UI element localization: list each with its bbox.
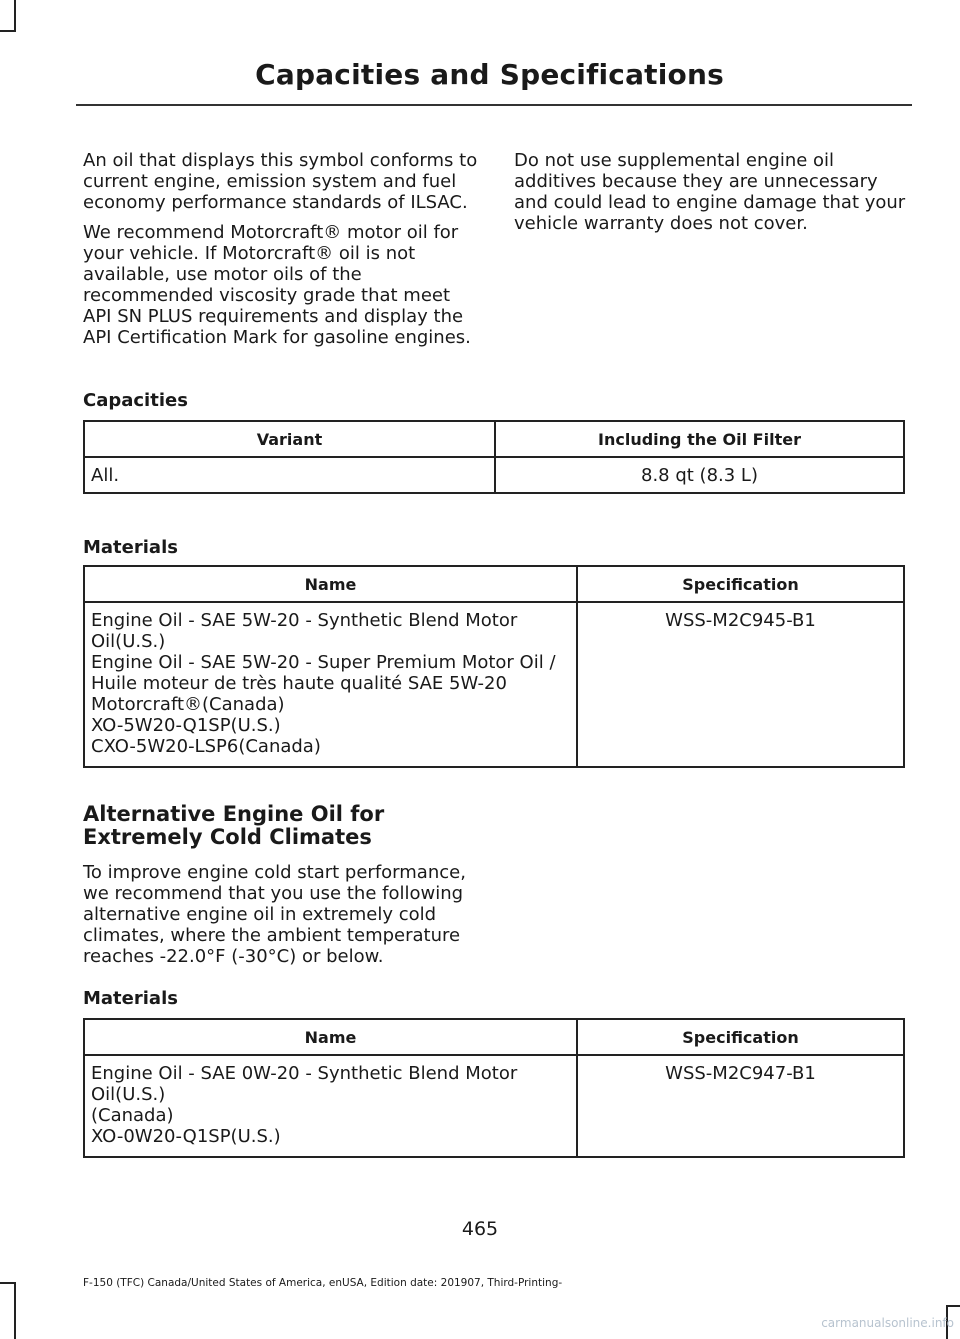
material-name-line: Engine Oil - SAE 5W-20 - Synthetic Blend Motor Oil(U.S.) <box>91 610 518 652</box>
crop-mark-top-left <box>0 0 16 32</box>
column-header-name: Name <box>84 566 577 602</box>
intro-paragraph: An oil that displays this symbol conforms to current engine, emission system and fuel economy performance standards of ILSAC. <box>83 150 478 213</box>
material-spec-cell: WSS-M2C945-B1 <box>577 602 904 767</box>
material-name-line: CXO-5W20-LSP6(Canada) <box>91 736 321 757</box>
material-name-line: Engine Oil - SAE 0W-20 - Synthetic Blend Motor Oil(U.S.) <box>91 1063 518 1105</box>
page-number: 465 <box>461 1218 499 1240</box>
column-header-specification: Specification <box>577 566 904 602</box>
table-header-row <box>84 566 904 602</box>
column-header-oil-filter: Including the Oil Filter <box>495 421 904 457</box>
capacities-table <box>83 420 905 494</box>
cold-materials-table <box>83 1018 905 1158</box>
table-row <box>84 602 904 767</box>
intro-left-column <box>83 150 478 357</box>
material-name-cell <box>84 1055 577 1157</box>
table-row <box>84 457 904 493</box>
materials-table <box>83 565 905 768</box>
crop-mark-bottom-left <box>0 1282 16 1339</box>
materials-heading: Materials <box>83 537 178 558</box>
table-row <box>84 1055 904 1157</box>
material-spec-cell: WSS-M2C947-B1 <box>577 1055 904 1157</box>
cold-materials-heading: Materials <box>83 988 178 1009</box>
material-name-line: XO-5W20-Q1SP(U.S.) <box>91 715 281 736</box>
edition-footer: F-150 (TFC) Canada/United States of America, enUSA, Edition date: 201907, Third-Printing- <box>83 1277 563 1289</box>
column-header-specification: Specification <box>577 1019 904 1055</box>
column-header-name: Name <box>84 1019 577 1055</box>
material-name-line: (Canada) <box>91 1105 174 1126</box>
title-divider <box>76 104 912 106</box>
column-header-variant: Variant <box>84 421 495 457</box>
intro-paragraph: Do not use supplemental engine oil additives because they are unnecessary and could lead to engine damage that your vehicle warranty does not cover. <box>514 150 906 234</box>
capacities-heading: Capacities <box>83 390 188 411</box>
material-name-line: XO-0W20-Q1SP(U.S.) <box>91 1126 281 1147</box>
intro-right-column <box>514 150 909 243</box>
capacity-cell: 8.8 qt (8.3 L) <box>495 457 904 493</box>
variant-cell: All. <box>84 457 495 493</box>
material-name-line: Engine Oil - SAE 5W-20 - Super Premium Motor Oil / Huile moteur de très haute qualité SAE 5W-20 Motorcraft®(Canada) <box>91 652 556 715</box>
material-name-cell <box>84 602 577 767</box>
intro-paragraph: We recommend Motorcraft® motor oil for your vehicle. If Motorcraft® oil is not available, use motor oils of the recommended viscosity grade that meet API SN PLUS requirements and display the API Certification Mark for gasoline engines. <box>83 222 471 348</box>
watermark-link[interactable]: carmanualsonline.info <box>821 1316 954 1330</box>
page-title: Capacities and Specifications <box>255 58 724 91</box>
cold-climate-heading: Alternative Engine Oil for Extremely Cold Climates <box>83 802 385 849</box>
table-header-row <box>84 1019 904 1055</box>
table-header-row <box>84 421 904 457</box>
cold-climate-paragraph: To improve engine cold start performance, we recommend that you use the following alternative engine oil in extremely cold climates, where the ambient temperature reaches -22.0°F (-30°C) or below. <box>83 862 466 967</box>
